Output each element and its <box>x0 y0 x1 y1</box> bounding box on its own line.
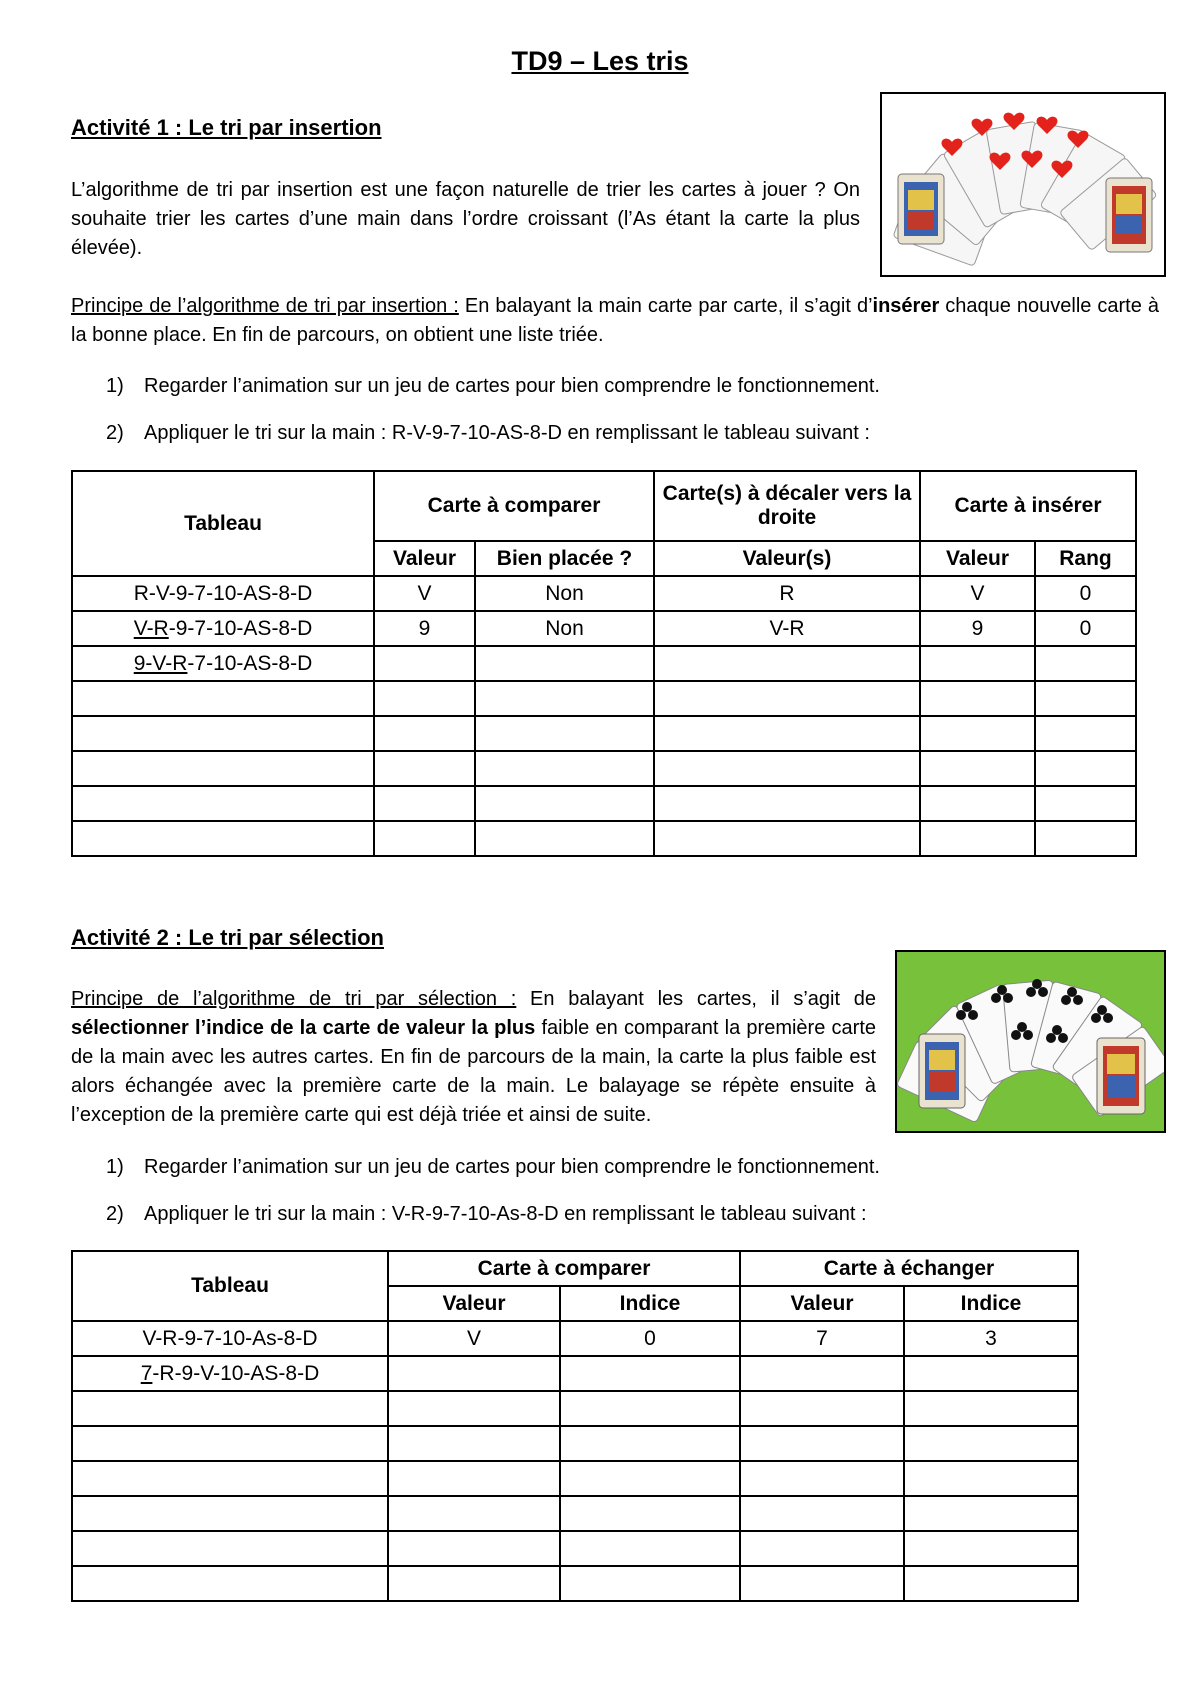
subheader-valeurs: Valeur(s) <box>654 541 920 576</box>
activity1-step-2 <box>106 422 870 445</box>
cell-insert-valeur[interactable]: V <box>920 576 1035 611</box>
table-row <box>72 1356 1078 1391</box>
empty-cell[interactable] <box>388 1426 560 1461</box>
empty-cell[interactable] <box>740 1566 904 1601</box>
subheader-indice: Indice <box>560 1286 740 1321</box>
empty-cell[interactable] <box>72 1461 388 1496</box>
empty-cell[interactable] <box>475 716 654 751</box>
table-row-empty <box>72 716 1136 751</box>
empty-cell[interactable] <box>72 1566 388 1601</box>
cell-rang[interactable]: 0 <box>1035 576 1136 611</box>
empty-cell[interactable] <box>740 1531 904 1566</box>
cell-insert-valeur[interactable] <box>920 646 1035 681</box>
empty-cell[interactable] <box>740 1426 904 1461</box>
remaining-part: -7-10-AS-8-D <box>187 651 313 675</box>
empty-cell[interactable] <box>904 1566 1078 1601</box>
cell-swap-valeur[interactable] <box>740 1356 904 1391</box>
table-row <box>72 576 1136 611</box>
empty-cell[interactable] <box>654 786 920 821</box>
activity2-principle-keyword: sélectionner l’indice de la carte de valeur la plus <box>71 1017 536 1039</box>
table-row-empty <box>72 821 1136 856</box>
col-header-shift: Carte(s) à décaler vers la droite <box>654 471 920 541</box>
hearts-cards-image <box>880 92 1166 277</box>
activity1-principle <box>71 292 1159 350</box>
activity2-principle-text-end: faible en comparant la première carte de la main avec les autres cartes. En fin de parcours de la main, la carte la plus faible est alors échangée avec la première carte de la main. Le balayage se répète ensuite à l’exception de la première carte qui est déjà triée et ainsi de suite. <box>71 1017 876 1126</box>
step-text: Regarder l’animation sur un jeu de cartes pour bien comprendre le fonctionnement. <box>144 375 880 397</box>
activity1-principle-keyword: insérer <box>872 295 940 317</box>
table-row-empty <box>72 751 1136 786</box>
empty-cell[interactable] <box>1035 716 1136 751</box>
empty-cell[interactable] <box>475 681 654 716</box>
empty-cell[interactable] <box>72 1391 388 1426</box>
cell-valeur[interactable] <box>388 1356 560 1391</box>
step-number: 2) <box>106 1203 124 1225</box>
cell-shift[interactable]: R <box>654 576 920 611</box>
cell-swap-valeur[interactable]: 7 <box>740 1321 904 1356</box>
empty-cell[interactable] <box>388 1461 560 1496</box>
empty-cell[interactable] <box>72 716 374 751</box>
subheader-valeur: Valeur <box>388 1286 560 1321</box>
sorted-part: 9-V-R <box>133 651 188 675</box>
empty-cell[interactable] <box>388 1531 560 1566</box>
empty-cell[interactable] <box>560 1426 740 1461</box>
activity2-step-1 <box>106 1156 880 1179</box>
empty-cell[interactable] <box>388 1391 560 1426</box>
cell-tableau[interactable] <box>72 646 374 681</box>
table-row-empty <box>72 786 1136 821</box>
empty-cell[interactable] <box>1035 821 1136 856</box>
empty-cell[interactable] <box>920 821 1035 856</box>
activity2-principle-text: En balayant les cartes, il s’agit de <box>516 988 876 1010</box>
empty-cell[interactable] <box>654 681 920 716</box>
remaining-part: V-R-9-7-10-As-8-D <box>142 1326 318 1350</box>
col-header-insert: Carte à insérer <box>920 471 1136 541</box>
empty-cell[interactable] <box>560 1391 740 1426</box>
cell-bien-placee[interactable]: Non <box>475 611 654 646</box>
empty-cell[interactable] <box>475 821 654 856</box>
subheader-valeur: Valeur <box>374 541 475 576</box>
table-row-empty <box>72 1461 1078 1496</box>
cell-rang[interactable]: 0 <box>1035 611 1136 646</box>
empty-cell[interactable] <box>388 1496 560 1531</box>
empty-cell[interactable] <box>1035 751 1136 786</box>
empty-cell[interactable] <box>904 1531 1078 1566</box>
empty-cell[interactable] <box>560 1496 740 1531</box>
step-text: Appliquer le tri sur la main : V-R-9-7-10-As-8-D en remplissant le tableau suivant : <box>144 1203 867 1225</box>
step-text: Regarder l’animation sur un jeu de cartes pour bien comprendre le fonctionnement. <box>144 1156 880 1178</box>
empty-cell[interactable] <box>654 716 920 751</box>
table-row-empty <box>72 1391 1078 1426</box>
empty-cell[interactable] <box>904 1496 1078 1531</box>
cell-swap-indice[interactable] <box>904 1356 1078 1391</box>
remaining-part: -R-9-V-10-AS-8-D <box>152 1361 320 1385</box>
remaining-part: R-V-9-7-10-AS-8-D <box>133 581 313 605</box>
cell-swap-indice[interactable]: 3 <box>904 1321 1078 1356</box>
cell-bien-placee[interactable]: Non <box>475 576 654 611</box>
empty-cell[interactable] <box>654 821 920 856</box>
col-header-compare: Carte à comparer <box>374 471 654 541</box>
cell-indice[interactable]: 0 <box>560 1321 740 1356</box>
empty-cell[interactable] <box>920 751 1035 786</box>
empty-cell[interactable] <box>374 751 475 786</box>
empty-cell[interactable] <box>72 681 374 716</box>
cell-indice[interactable] <box>560 1356 740 1391</box>
empty-cell[interactable] <box>904 1426 1078 1461</box>
step-number: 1) <box>106 375 124 397</box>
empty-cell[interactable] <box>72 1531 388 1566</box>
table-row <box>72 1321 1078 1356</box>
col-header-swap: Carte à échanger <box>740 1251 1078 1286</box>
empty-cell[interactable] <box>374 681 475 716</box>
empty-cell[interactable] <box>920 716 1035 751</box>
selection-table <box>71 1250 1079 1602</box>
cell-tableau[interactable] <box>72 1321 388 1356</box>
empty-cell[interactable] <box>904 1461 1078 1496</box>
empty-cell[interactable] <box>1035 786 1136 821</box>
activity1-step-1 <box>106 375 880 398</box>
col-header-tableau: Tableau <box>72 1251 388 1321</box>
cell-insert-valeur[interactable]: 9 <box>920 611 1035 646</box>
step-number: 2) <box>106 422 124 444</box>
cell-tableau[interactable] <box>72 611 374 646</box>
clubs-cards-image <box>895 950 1166 1133</box>
empty-cell[interactable] <box>374 716 475 751</box>
page-title: TD9 – Les tris <box>511 46 689 76</box>
cell-tableau[interactable] <box>72 1356 388 1391</box>
empty-cell[interactable] <box>904 1391 1078 1426</box>
step-number: 1) <box>106 1156 124 1178</box>
empty-cell[interactable] <box>374 786 475 821</box>
empty-cell[interactable] <box>72 1496 388 1531</box>
activity2-step-2 <box>106 1203 867 1226</box>
table-row <box>72 611 1136 646</box>
subheader-rang: Rang <box>1035 541 1136 576</box>
activity1-principle-text: En balayant la main carte par carte, il s’agit d’ <box>458 295 873 317</box>
activity2-principle <box>71 985 876 1130</box>
empty-cell[interactable] <box>560 1461 740 1496</box>
cell-shift[interactable]: V-R <box>654 611 920 646</box>
cell-bien-placee[interactable] <box>475 646 654 681</box>
empty-cell[interactable] <box>920 786 1035 821</box>
empty-cell[interactable] <box>72 1426 388 1461</box>
empty-cell[interactable] <box>374 821 475 856</box>
table-row <box>72 646 1136 681</box>
activity1-heading: Activité 1 : Le tri par insertion <box>71 115 382 140</box>
step-text: Appliquer le tri sur la main : R-V-9-7-10-AS-8-D en remplissant le tableau suivant : <box>144 422 870 444</box>
cell-valeur[interactable]: V <box>388 1321 560 1356</box>
activity1-intro: L’algorithme de tri par insertion est une façon naturelle de trier les cartes à jouer ? On souhaite trier les cartes d’une main dans l’ordre croissant (l’As étant la carte la plus élevée). <box>71 179 860 259</box>
activity1-principle-label: Principe de l’algorithme de tri par insertion : <box>71 295 459 317</box>
empty-cell[interactable] <box>740 1391 904 1426</box>
empty-cell[interactable] <box>1035 681 1136 716</box>
cell-tableau[interactable] <box>72 576 374 611</box>
table-row-empty <box>72 681 1136 716</box>
empty-cell[interactable] <box>654 751 920 786</box>
empty-cell[interactable] <box>560 1566 740 1601</box>
cell-shift[interactable] <box>654 646 920 681</box>
empty-cell[interactable] <box>72 786 374 821</box>
empty-cell[interactable] <box>72 751 374 786</box>
cell-valeur[interactable] <box>374 646 475 681</box>
col-header-compare: Carte à comparer <box>388 1251 740 1286</box>
empty-cell[interactable] <box>740 1496 904 1531</box>
insertion-table <box>71 470 1137 857</box>
col-header-tableau: Tableau <box>72 471 374 576</box>
remaining-part: -9-7-10-AS-8-D <box>168 616 313 640</box>
table-row-empty <box>72 1426 1078 1461</box>
sorted-part: V-R <box>133 616 169 640</box>
empty-cell[interactable] <box>475 751 654 786</box>
subheader-indice-swap: Indice <box>904 1286 1078 1321</box>
empty-cell[interactable] <box>560 1531 740 1566</box>
empty-cell[interactable] <box>388 1566 560 1601</box>
activity1-principle-text-end: chaque nouvelle carte à la bonne place. En fin de parcours, on obtient une liste triée. <box>71 295 1159 346</box>
activity2-principle-label: Principe de l’algorithme de tri par sélection : <box>71 988 517 1010</box>
cell-rang[interactable] <box>1035 646 1136 681</box>
hearts-cards-illustration <box>882 94 1164 275</box>
cell-valeur[interactable]: 9 <box>374 611 475 646</box>
subheader-valeur-swap: Valeur <box>740 1286 904 1321</box>
table-row-empty <box>72 1496 1078 1531</box>
cell-valeur[interactable]: V <box>374 576 475 611</box>
table-row-empty <box>72 1566 1078 1601</box>
table-row-empty <box>72 1531 1078 1566</box>
clubs-cards-illustration <box>897 952 1164 1131</box>
empty-cell[interactable] <box>920 681 1035 716</box>
subheader-valeur-insert: Valeur <box>920 541 1035 576</box>
activity2-heading: Activité 2 : Le tri par sélection <box>71 925 384 950</box>
subheader-bien-placee: Bien placée ? <box>475 541 654 576</box>
empty-cell[interactable] <box>72 821 374 856</box>
empty-cell[interactable] <box>740 1461 904 1496</box>
sorted-part: 7 <box>140 1361 153 1385</box>
empty-cell[interactable] <box>475 786 654 821</box>
